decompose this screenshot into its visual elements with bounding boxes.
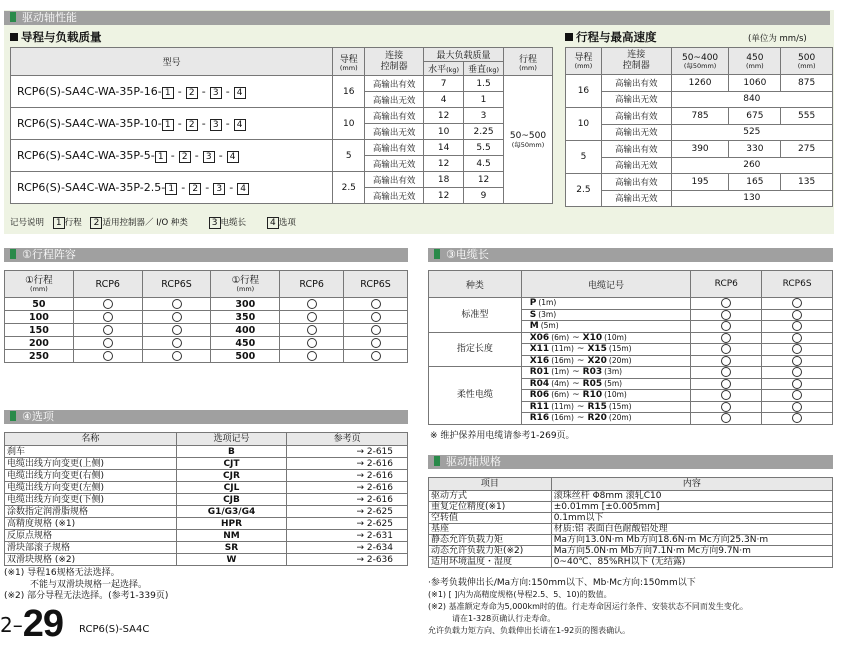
spec-header: 驱动轴规格 bbox=[428, 455, 833, 469]
cable-code: X16 (16m) ~ X20 (20m) bbox=[521, 355, 691, 367]
h-stroke-2: ①行程 (mm) bbox=[211, 271, 280, 298]
cable-header: ③电缆长 bbox=[428, 248, 833, 262]
circle-icon bbox=[172, 299, 182, 309]
cable-code: R06 (6m) ~ R10 (10m) bbox=[521, 390, 691, 402]
option-name: 滑块部滚子规格 bbox=[5, 542, 177, 554]
model-code: RCP6(S)-SA4C-WA-35P-2.5- bbox=[17, 180, 166, 194]
circle-icon bbox=[103, 312, 113, 322]
cable-code: S (3m) bbox=[521, 309, 691, 321]
legend-key-1: 1 bbox=[53, 217, 65, 229]
h-stroke-50-400: 50~400 (每50mm) bbox=[671, 48, 729, 75]
lead-value: 10 bbox=[333, 108, 365, 140]
vertical-load: 2.25 bbox=[464, 124, 504, 140]
circle-icon bbox=[721, 402, 731, 412]
controller-mode: 高输出有效 bbox=[601, 75, 671, 92]
spec-item: 静态允许负载力矩 bbox=[429, 535, 552, 546]
stroke-value: 400 bbox=[211, 324, 280, 337]
speed-value: 195 bbox=[671, 174, 729, 191]
vertical-load: 4.5 bbox=[464, 156, 504, 172]
circle-icon bbox=[103, 299, 113, 309]
circle-icon bbox=[103, 338, 113, 348]
option-name: 反原点规格 bbox=[5, 530, 177, 542]
key-4: 4 bbox=[234, 119, 246, 131]
speed-value: 130 bbox=[671, 190, 832, 207]
key-3: 3 bbox=[210, 87, 222, 99]
controller-mode: 高输出无效 bbox=[601, 190, 671, 207]
circle-icon bbox=[792, 310, 802, 320]
horizontal-load: 4 bbox=[424, 92, 464, 108]
h-lead: 导程 (mm) bbox=[333, 48, 365, 76]
horizontal-load: 12 bbox=[424, 188, 464, 204]
option-name: 高精度规格 (※1) bbox=[5, 518, 177, 530]
speed-value: 275 bbox=[781, 141, 833, 158]
option-page: → 2-625 bbox=[287, 506, 408, 518]
key-4: 4 bbox=[234, 87, 246, 99]
circle-icon bbox=[103, 325, 113, 335]
options-table: 名称 选项记号 参考页 刹车 B → 2-615 电缆出线方向变更(上侧) CJT → 2-616 电缆出线方向变更(右侧) CJR → 2-616 电缆出线方向变更(左侧) CJL → 2-616 电缆出线方向变更(下侧) CJB → 2-616 涂数指定润滑脂规格 G1/G3/G4 → 2-625 高精度规格 (※1) HPR → 2-625 反原点规格 NM → 2-631 滑块部滚子规格 SR → 2-634 双滑块规格 (※2) W → 2-636 bbox=[4, 432, 408, 566]
circle-icon bbox=[721, 298, 731, 308]
speed-table bbox=[565, 47, 833, 207]
circle-icon bbox=[371, 325, 381, 335]
page-number: 29 bbox=[22, 603, 64, 645]
speed-value: 675 bbox=[729, 108, 781, 125]
stroke-value: 200 bbox=[5, 337, 74, 350]
horizontal-load: 7 bbox=[424, 76, 464, 92]
square-icon bbox=[10, 33, 18, 41]
cable-code: P (1m) bbox=[521, 298, 691, 310]
h-horizontal: 水平(kg) bbox=[424, 62, 464, 76]
controller-mode: 高输出无效 bbox=[365, 188, 424, 204]
legend: 记号说明 1 行程 2 适用控制器／ I/O 种类 3 电缆长 4 选项 bbox=[10, 218, 296, 228]
circle-icon bbox=[721, 390, 731, 400]
circle-icon bbox=[371, 351, 381, 361]
option-name: 电缆出线方向变更(左侧) bbox=[5, 482, 177, 494]
legend-key-3: 3 bbox=[209, 217, 221, 229]
stroke-value: 250 bbox=[5, 350, 74, 363]
circle-icon bbox=[792, 321, 802, 331]
controller-mode: 高输出有效 bbox=[365, 140, 424, 156]
spec-content: Ma方向5.0N·m Mb方向7.1N·m Mc方向9.7N·m bbox=[551, 546, 832, 557]
option-page: → 2-634 bbox=[287, 542, 408, 554]
speed-value: 135 bbox=[781, 174, 833, 191]
key-2: 2 bbox=[186, 87, 198, 99]
stroke-value: 350 bbox=[211, 311, 280, 324]
option-page: → 2-616 bbox=[287, 494, 408, 506]
option-name: 双滑块规格 (※2) bbox=[5, 554, 177, 566]
circle-icon bbox=[721, 356, 731, 366]
circle-icon bbox=[103, 351, 113, 361]
cable-type: 柔性电缆 bbox=[429, 367, 522, 425]
h-controller: 连接 控制器 bbox=[365, 48, 424, 76]
controller-mode: 高输出有效 bbox=[601, 141, 671, 158]
speed-value: 390 bbox=[671, 141, 729, 158]
circle-icon bbox=[792, 402, 802, 412]
circle-icon bbox=[371, 312, 381, 322]
h-load: 最大负载质量 bbox=[424, 48, 504, 62]
stroke-range: 50~500 (每50mm) bbox=[504, 76, 553, 204]
circle-icon bbox=[307, 299, 317, 309]
option-name: 电缆出线方向变更(上侧) bbox=[5, 458, 177, 470]
option-code: CJB bbox=[176, 494, 287, 506]
option-page: → 2-615 bbox=[287, 446, 408, 458]
controller-mode: 高输出有效 bbox=[365, 76, 424, 92]
option-page: → 2-625 bbox=[287, 518, 408, 530]
horizontal-load: 12 bbox=[424, 156, 464, 172]
spec-content: 0.1mm以下 bbox=[551, 513, 832, 524]
option-code: W bbox=[176, 554, 287, 566]
h-stroke: 行程 (mm) bbox=[504, 48, 553, 76]
option-page: → 2-616 bbox=[287, 482, 408, 494]
option-code: HPR bbox=[176, 518, 287, 530]
spec-item: 驱动方式 bbox=[429, 491, 552, 502]
unit-note: (单位为 mm/s) bbox=[748, 34, 807, 44]
key-3: 3 bbox=[213, 183, 225, 195]
options-notes: (※1) 导程16规格无法选择。 不能与双滑块规格一起选择。 (※2) 部分导程无法选择。(参考1-339页) bbox=[4, 568, 169, 601]
controller-mode: 高输出有效 bbox=[601, 174, 671, 191]
circle-icon bbox=[792, 344, 802, 354]
cable-type: 指定长度 bbox=[429, 332, 522, 367]
controller-mode: 高输出无效 bbox=[365, 156, 424, 172]
vertical-load: 5.5 bbox=[464, 140, 504, 156]
spec-table: 项目 内容 驱动方式 滚珠丝杆 Φ8mm 滚轧C10 重复定位精度(※1) ±0.01mm [±0.005mm] 空转值 0.1mm以下 基座 材质:铝 表面白色耐酸铝处理 静态允许负载力矩 Ma方向13.0N·m Mb方向18.6N·m Mc方向25.3N·m 动态允许负载力矩(※2) Ma方向5.0N·m Mb方向7.1N·m Mc方向9.7N·m 适用环境温度・湿度 0~40℃、85%RH以下 (无结露) bbox=[428, 477, 833, 568]
circle-icon bbox=[792, 367, 802, 377]
circle-icon bbox=[307, 338, 317, 348]
model-cell: RCP6(S)-SA4C-WA-35P-2.5- 1 - 2 - 3 - 4 bbox=[11, 172, 333, 204]
key-4: 4 bbox=[227, 151, 239, 163]
page-footer bbox=[0, 603, 149, 646]
spec-notes: ·参考负载伸出长/Ma方向:150mm以下、Mb·Mc方向:150mm以下 (※1) [ ]内为高精度规格(导程2.5、5、10)的数值。 (※2) 基准额定寿命为5,000km时的值。行走寿命因运行条件、安装状态不同而发生变化。 请在1-328页确认行走寿命。 允许负载力矩方向、负载伸出长请在1-92页的图表确认。 bbox=[428, 578, 748, 635]
model-code: RCP6(S)-SA4C-WA-35P-10- bbox=[17, 116, 162, 130]
option-code: NM bbox=[176, 530, 287, 542]
horizontal-load: 12 bbox=[424, 108, 464, 124]
circle-icon bbox=[792, 379, 802, 389]
h-stroke-450: 450 (mm) bbox=[729, 48, 781, 75]
lead-value: 2.5 bbox=[566, 174, 602, 207]
key-2: 2 bbox=[189, 183, 201, 195]
option-name: 电缆出线方向变更(右侧) bbox=[5, 470, 177, 482]
spec-content: 材质:铝 表面白色耐酸铝处理 bbox=[551, 524, 832, 535]
key-2: 2 bbox=[186, 119, 198, 131]
circle-icon bbox=[792, 298, 802, 308]
lead-value: 5 bbox=[333, 140, 365, 172]
circle-icon bbox=[721, 367, 731, 377]
spec-content: Ma方向13.0N·m Mb方向18.6N·m Mc方向25.3N·m bbox=[551, 535, 832, 546]
cable-note: ※ 维护保养用电缆请参考1-269页。 bbox=[430, 431, 575, 441]
option-page: → 2-616 bbox=[287, 470, 408, 482]
horizontal-load: 10 bbox=[424, 124, 464, 140]
model-code: RCP6(S)-SA4C-WA-35P-16- bbox=[17, 84, 162, 98]
circle-icon bbox=[371, 299, 381, 309]
option-page: → 2-636 bbox=[287, 554, 408, 566]
controller-mode: 高输出有效 bbox=[601, 108, 671, 125]
circle-icon bbox=[307, 351, 317, 361]
speed-value: 875 bbox=[781, 75, 833, 92]
circle-icon bbox=[172, 351, 182, 361]
speed-value: 330 bbox=[729, 141, 781, 158]
controller-mode: 高输出无效 bbox=[601, 157, 671, 174]
h-controller: 连接 控制器 bbox=[601, 48, 671, 75]
key-1: 1 bbox=[165, 183, 177, 195]
cable-code: R11 (11m) ~ R15 (15m) bbox=[521, 401, 691, 413]
option-code: CJL bbox=[176, 482, 287, 494]
legend-key-2: 2 bbox=[90, 217, 102, 229]
horizontal-load: 14 bbox=[424, 140, 464, 156]
lead-value: 2.5 bbox=[333, 172, 365, 204]
stroke-value: 450 bbox=[211, 337, 280, 350]
h-stroke-500: 500 (mm) bbox=[781, 48, 833, 75]
option-name: 涂数指定润滑脂规格 bbox=[5, 506, 177, 518]
horizontal-load: 18 bbox=[424, 172, 464, 188]
page-prefix: 2– bbox=[0, 613, 23, 637]
stroke-value: 150 bbox=[5, 324, 74, 337]
cable-type: 标准型 bbox=[429, 298, 522, 333]
controller-mode: 高输出无效 bbox=[365, 92, 424, 108]
vertical-load: 12 bbox=[464, 172, 504, 188]
circle-icon bbox=[307, 312, 317, 322]
stroke-value: 500 bbox=[211, 350, 280, 363]
option-code: B bbox=[176, 446, 287, 458]
cable-code: R16 (16m) ~ R20 (20m) bbox=[521, 413, 691, 425]
circle-icon bbox=[371, 338, 381, 348]
model-cell: RCP6(S)-SA4C-WA-35P-5- 1 - 2 - 3 - 4 bbox=[11, 140, 333, 172]
vertical-load: 3 bbox=[464, 108, 504, 124]
lead-value: 5 bbox=[566, 141, 602, 174]
model-code: RCP6(S)-SA4C-WA-35P-5- bbox=[17, 148, 155, 162]
key-1: 1 bbox=[155, 151, 167, 163]
vertical-load: 1 bbox=[464, 92, 504, 108]
h-model: 型号 bbox=[11, 48, 333, 76]
controller-mode: 高输出有效 bbox=[365, 108, 424, 124]
circle-icon bbox=[172, 312, 182, 322]
vertical-load: 1.5 bbox=[464, 76, 504, 92]
spec-item: 适用环境温度・湿度 bbox=[429, 557, 552, 568]
circle-icon bbox=[721, 321, 731, 331]
circle-icon bbox=[721, 310, 731, 320]
cable-table: 种类 电缆记号 RCP6 RCP6S 标准型 P (1m) S (3m) M (5m) 指定长度 X06 (6m) ~ X10 (10m) X11 (11m) ~ X15 (15m) X16 (16m) ~ X20 (20m) 柔性电缆 R01 (1m) ~ R03 (3m) R04 (4m) ~ R05 (5m) R06 (6m) ~ R10 (10m) R11 (11m) ~ R15 (15m) R16 (16m) ~ R20 (20m) bbox=[428, 270, 833, 425]
stroke-value: 100 bbox=[5, 311, 74, 324]
h-vertical: 垂直(kg) bbox=[464, 62, 504, 76]
right-subtitle-text: 行程与最高速度 bbox=[576, 30, 657, 44]
lead-value: 16 bbox=[333, 76, 365, 108]
option-code: G1/G3/G4 bbox=[176, 506, 287, 518]
h-lead: 导程 (mm) bbox=[566, 48, 602, 75]
speed-value: 555 bbox=[781, 108, 833, 125]
stroke-value: 300 bbox=[211, 298, 280, 311]
stroke-list-header: ①行程阵容 bbox=[4, 248, 408, 262]
spec-item: 基座 bbox=[429, 524, 552, 535]
key-2: 2 bbox=[179, 151, 191, 163]
vertical-load: 9 bbox=[464, 188, 504, 204]
banner-mark bbox=[10, 12, 16, 22]
model-cell: RCP6(S)-SA4C-WA-35P-16- 1 - 2 - 3 - 4 bbox=[11, 76, 333, 108]
model-cell: RCP6(S)-SA4C-WA-35P-10- 1 - 2 - 3 - 4 bbox=[11, 108, 333, 140]
controller-mode: 高输出有效 bbox=[365, 172, 424, 188]
speed-value: 260 bbox=[671, 157, 832, 174]
key-1: 1 bbox=[162, 119, 174, 131]
cable-code: R01 (1m) ~ R03 (3m) bbox=[521, 367, 691, 379]
left-subtitle bbox=[10, 30, 102, 44]
cable-code: R04 (4m) ~ R05 (5m) bbox=[521, 378, 691, 390]
stroke-list-table: ①行程 (mm) RCP6 RCP6S ①行程 (mm) RCP6 RCP6S 50 300 100 350 150 400 200 450 250 500 bbox=[4, 270, 408, 363]
option-code: CJT bbox=[176, 458, 287, 470]
circle-icon bbox=[172, 325, 182, 335]
spec-content: 0~40℃、85%RH以下 (无结露) bbox=[551, 557, 832, 568]
speed-value: 785 bbox=[671, 108, 729, 125]
legend-title: 记号说明 bbox=[10, 218, 45, 228]
option-name: 刹车 bbox=[5, 446, 177, 458]
left-subtitle-text: 导程与负载质量 bbox=[21, 30, 102, 44]
spec-content: 滚珠丝杆 Φ8mm 滚轧C10 bbox=[551, 491, 832, 502]
controller-mode: 高输出无效 bbox=[365, 124, 424, 140]
banner-drive-performance bbox=[4, 11, 830, 25]
right-subtitle bbox=[565, 30, 657, 44]
controller-mode: 高输出无效 bbox=[601, 91, 671, 108]
circle-icon bbox=[721, 333, 731, 343]
circle-icon bbox=[721, 344, 731, 354]
controller-mode: 高输出无效 bbox=[601, 124, 671, 141]
legend-key-4: 4 bbox=[267, 217, 279, 229]
key-1: 1 bbox=[162, 87, 174, 99]
key-3: 3 bbox=[203, 151, 215, 163]
circle-icon bbox=[792, 333, 802, 343]
circle-icon bbox=[792, 356, 802, 366]
spec-content: ±0.01mm [±0.005mm] bbox=[551, 502, 832, 513]
banner-title: 驱动轴性能 bbox=[22, 11, 77, 24]
square-icon bbox=[565, 33, 573, 41]
cable-code: X11 (11m) ~ X15 (15m) bbox=[521, 344, 691, 356]
option-page: → 2-616 bbox=[287, 458, 408, 470]
lead-value: 16 bbox=[566, 75, 602, 108]
option-code: CJR bbox=[176, 470, 287, 482]
circle-icon bbox=[307, 325, 317, 335]
speed-value: 525 bbox=[671, 124, 832, 141]
circle-icon bbox=[721, 379, 731, 389]
circle-icon bbox=[172, 338, 182, 348]
spec-item: 动态允许负载力矩(※2) bbox=[429, 546, 552, 557]
h-stroke: ①行程 (mm) bbox=[5, 271, 74, 298]
cable-code: X06 (6m) ~ X10 (10m) bbox=[521, 332, 691, 344]
key-4: 4 bbox=[237, 183, 249, 195]
cable-code: M (5m) bbox=[521, 321, 691, 333]
option-name: 电缆出线方向变更(下侧) bbox=[5, 494, 177, 506]
speed-value: 840 bbox=[671, 91, 832, 108]
lead-value: 10 bbox=[566, 108, 602, 141]
option-code: SR bbox=[176, 542, 287, 554]
speed-value: 1260 bbox=[671, 75, 729, 92]
spec-item: 空转值 bbox=[429, 513, 552, 524]
circle-icon bbox=[792, 390, 802, 400]
lead-load-table bbox=[10, 47, 553, 204]
circle-icon bbox=[792, 413, 802, 423]
key-3: 3 bbox=[210, 119, 222, 131]
stroke-value: 50 bbox=[5, 298, 74, 311]
circle-icon bbox=[721, 413, 731, 423]
options-header: ④选项 bbox=[4, 410, 408, 424]
spec-item: 重复定位精度(※1) bbox=[429, 502, 552, 513]
speed-value: 165 bbox=[729, 174, 781, 191]
footer-model: RCP6(S)-SA4C bbox=[79, 624, 150, 635]
option-page: → 2-631 bbox=[287, 530, 408, 542]
speed-value: 1060 bbox=[729, 75, 781, 92]
